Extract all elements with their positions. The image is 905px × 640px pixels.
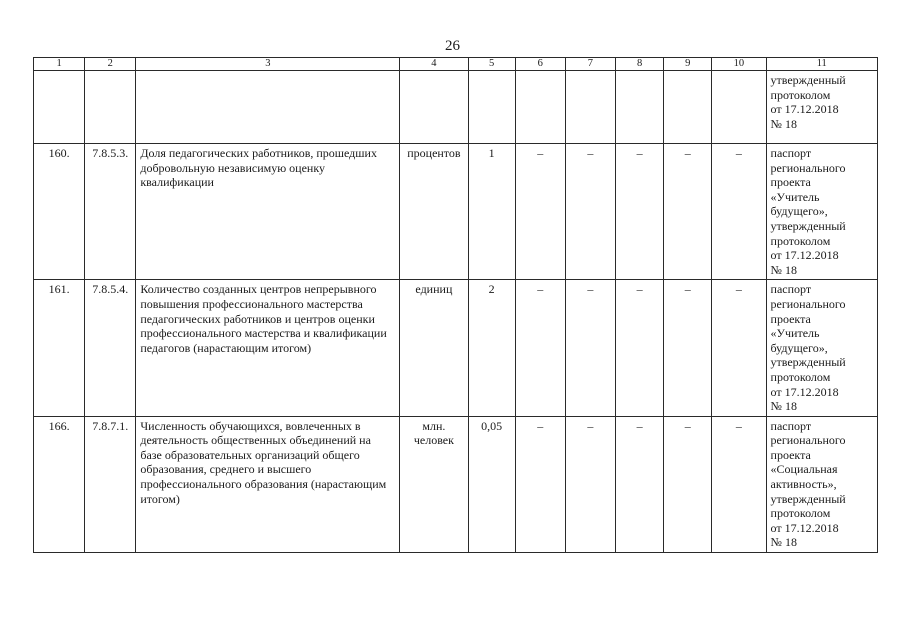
- table-row: [34, 280, 878, 416]
- indicator-name: Доля педагогических работников, прошедших добровольную независимую оценку квалификации: [136, 144, 400, 280]
- source-line: будущего»,: [770, 204, 828, 219]
- source-line: от 17.12.2018: [770, 248, 839, 263]
- source-line: протоколом: [770, 87, 831, 102]
- source-line: утвержденный: [770, 218, 846, 233]
- source-line: от 17.12.2018: [770, 102, 839, 117]
- indicators-table: [33, 57, 878, 553]
- source-line: утвержденный: [770, 355, 846, 370]
- unit: [400, 71, 468, 144]
- source-line: активность»,: [770, 477, 837, 492]
- indicator-code: 7.8.5.3.: [85, 144, 136, 280]
- source-line: № 18: [770, 399, 797, 414]
- column-number: 9: [664, 58, 712, 71]
- page-number: 26: [445, 38, 460, 54]
- row-number: 166.: [34, 416, 85, 552]
- value: 2: [468, 280, 515, 416]
- row-number: 161.: [34, 280, 85, 416]
- cell-col6: –: [515, 144, 565, 280]
- source-line: утвержденный: [770, 73, 846, 87]
- source-line: регионального: [770, 296, 846, 311]
- cell-col7: –: [565, 144, 615, 280]
- table-row: [34, 416, 878, 552]
- cell-col6: –: [515, 416, 565, 552]
- cell-col10: –: [712, 144, 766, 280]
- cell-col6: [515, 71, 565, 144]
- cell-col10: –: [712, 280, 766, 416]
- indicator-name: Численность обучающихся, вовлеченных в деятельность общественных объединений на базе образовательных организаций общего образования, среднего и высшего профессионального образования (нарастающим итогом): [136, 416, 400, 552]
- indicator-code: 7.8.7.1.: [85, 416, 136, 552]
- value: [468, 71, 515, 144]
- table-row: [34, 144, 878, 280]
- source-document: [766, 280, 877, 416]
- value: 0,05: [468, 416, 515, 552]
- source-line: паспорт: [770, 146, 812, 160]
- column-number: 10: [712, 58, 766, 71]
- column-number: 4: [400, 58, 468, 71]
- cell-col7: –: [565, 416, 615, 552]
- indicator-name: [136, 71, 400, 144]
- unit: млн. человек: [400, 416, 468, 552]
- cell-col7: [565, 71, 615, 144]
- column-number: 7: [565, 58, 615, 71]
- source-line: № 18: [770, 116, 797, 131]
- source-line: от 17.12.2018: [770, 520, 839, 535]
- row-number: 160.: [34, 144, 85, 280]
- cell-col8: –: [616, 416, 664, 552]
- source-line: проекта: [770, 175, 811, 190]
- source-line: «Учитель: [770, 326, 820, 341]
- cell-col6: –: [515, 280, 565, 416]
- unit: процентов: [400, 144, 468, 280]
- source-line: «Учитель: [770, 189, 820, 204]
- source-line: протоколом: [770, 233, 831, 248]
- source-line: паспорт: [770, 282, 812, 297]
- source-line: регионального: [770, 160, 846, 175]
- cell-col10: [712, 71, 766, 144]
- source-document: [766, 416, 877, 552]
- column-number: 8: [616, 58, 664, 71]
- unit: единиц: [400, 280, 468, 416]
- column-number: 2: [85, 58, 136, 71]
- source-document: [766, 71, 877, 144]
- source-line: протоколом: [770, 369, 831, 384]
- cell-col9: –: [664, 416, 712, 552]
- cell-col8: [616, 71, 664, 144]
- cell-col9: [664, 71, 712, 144]
- column-number: 6: [515, 58, 565, 71]
- indicator-code: [85, 71, 136, 144]
- column-number: 11: [766, 58, 877, 71]
- source-document: [766, 144, 877, 280]
- table-row: [34, 71, 878, 144]
- cell-col9: –: [664, 144, 712, 280]
- cell-col10: –: [712, 416, 766, 552]
- cell-col8: –: [616, 144, 664, 280]
- source-line: протоколом: [770, 506, 831, 521]
- column-number: 5: [468, 58, 515, 71]
- source-line: № 18: [770, 535, 797, 550]
- value: 1: [468, 144, 515, 280]
- source-line: утвержденный: [770, 491, 846, 506]
- cell-col9: –: [664, 280, 712, 416]
- source-line: будущего»,: [770, 340, 828, 355]
- source-line: регионального: [770, 433, 846, 448]
- cell-col8: –: [616, 280, 664, 416]
- source-line: паспорт: [770, 418, 812, 433]
- indicator-code: 7.8.5.4.: [85, 280, 136, 416]
- cell-col7: –: [565, 280, 615, 416]
- row-number: [34, 71, 85, 144]
- column-number-row: [34, 58, 878, 71]
- source-line: проекта: [770, 447, 811, 462]
- column-number: 1: [34, 58, 85, 71]
- source-line: проекта: [770, 311, 811, 326]
- column-number: 3: [136, 58, 400, 71]
- source-line: № 18: [770, 262, 797, 277]
- indicator-name: Количество созданных центров непрерывного повышения профессионального мастерства педагогических работников и центров оценки профессионального мастерства и квалификации педагогов (нарастающим итогом): [136, 280, 400, 416]
- source-line: от 17.12.2018: [770, 384, 839, 399]
- source-line: «Социальная: [770, 462, 838, 477]
